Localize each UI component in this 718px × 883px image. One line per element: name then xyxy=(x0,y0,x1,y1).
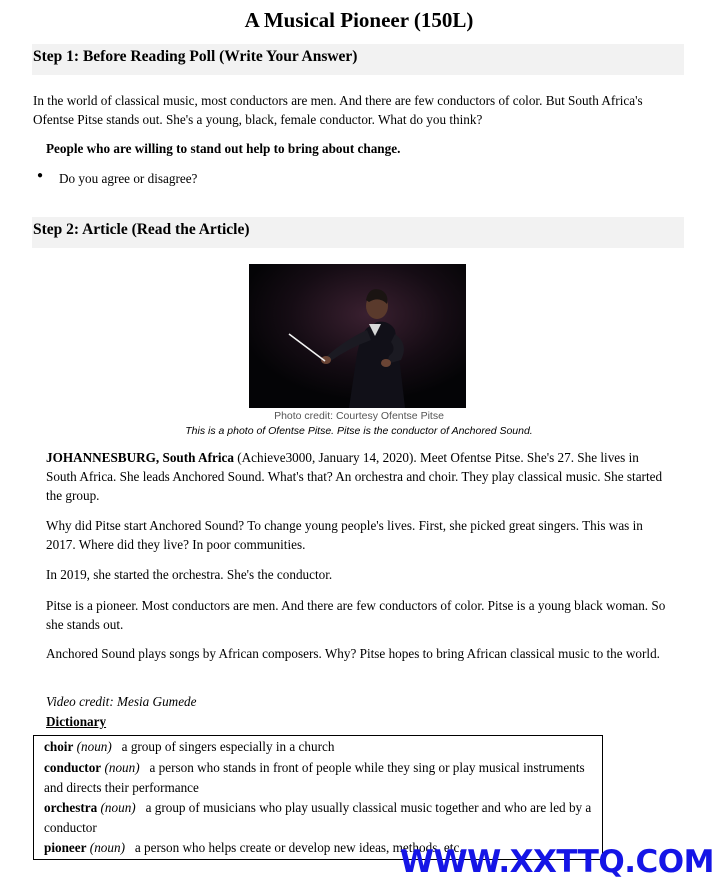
dateline: JOHANNESBURG, South Africa xyxy=(46,450,234,465)
photo-caption: This is a photo of Ofentse Pitse. Pitse is the conductor of Anchored Sound. xyxy=(185,425,533,437)
conductor-photo xyxy=(249,264,466,408)
step1-heading: Step 1: Before Reading Poll (Write Your Answer) xyxy=(33,48,358,65)
article-paragraph-4: Pitse is a pioneer. Most conductors are men. And there are few conductors of color. Pitse is a young black woman. So she stands out. xyxy=(46,598,666,632)
step1-header xyxy=(32,44,684,75)
video-credit: Video credit: Mesia Gumede xyxy=(46,694,197,709)
step2-header xyxy=(32,217,684,248)
article-paragraph-1-text: (Achieve3000, January 14, 2020). Meet Ofentse Pitse. She's 27. She lives in South Africa. She leads Anchored Sound. What's that? An orchestra and choir. They play classical music. She started the group. xyxy=(46,450,663,503)
dictionary-entry xyxy=(44,737,600,757)
article-paragraph-2: Why did Pitse start Anchored Sound? To change young people's lives. First, she picked great singers. This was in 2017. Where did they live? In poor communities. xyxy=(46,518,643,552)
dictionary-entry xyxy=(44,798,600,837)
poll-question: Do you agree or disagree? xyxy=(59,171,198,186)
watermark: WWW.XXTTQ.COM xyxy=(399,844,714,880)
dictionary-word: pioneer xyxy=(44,840,87,855)
article-paragraph-3: In 2019, she started the orchestra. She's the conductor. xyxy=(46,567,333,582)
dictionary-pos: (noun) xyxy=(76,739,112,754)
dictionary-definition: a group of singers especially in a church xyxy=(121,739,335,754)
step2-heading: Step 2: Article (Read the Article) xyxy=(33,221,250,238)
dictionary-definition: a person who stands in front of people while they sing or play musical instruments and directs their performance xyxy=(44,760,585,795)
dictionary-pos: (noun) xyxy=(104,760,140,775)
photo-credit: Photo credit: Courtesy Ofentse Pitse xyxy=(274,410,444,422)
dictionary-pos: (noun) xyxy=(100,800,136,815)
page-title: A Musical Pioneer (150L) xyxy=(244,8,474,32)
article-paragraph-5: Anchored Sound plays songs by African composers. Why? Pitse hopes to bring African classical music to the world. xyxy=(46,646,660,661)
article-paragraph-1 xyxy=(46,448,666,505)
poll-intro: In the world of classical music, most conductors are men. And there are few conductors of color. But South Africa's Ofentse Pitse stands out. She's a young, black, female conductor. What do you think? xyxy=(33,93,643,127)
dictionary-definition: a person who helps create or develop new ideas, methods, etc. xyxy=(134,840,463,855)
dictionary-word: conductor xyxy=(44,760,102,775)
dictionary-pos: (noun) xyxy=(89,840,125,855)
dictionary-word: choir xyxy=(44,739,74,754)
dictionary-word: orchestra xyxy=(44,800,98,815)
poll-statement: People who are willing to stand out help to bring about change. xyxy=(46,141,401,156)
dictionary-box xyxy=(33,735,603,860)
dictionary-heading: Dictionary xyxy=(46,714,107,729)
dictionary-entry xyxy=(44,758,600,797)
bullet-icon: ● xyxy=(37,170,44,181)
dictionary-definition: a group of musicians who play usually classical music together and who are led by a conductor xyxy=(44,800,592,835)
